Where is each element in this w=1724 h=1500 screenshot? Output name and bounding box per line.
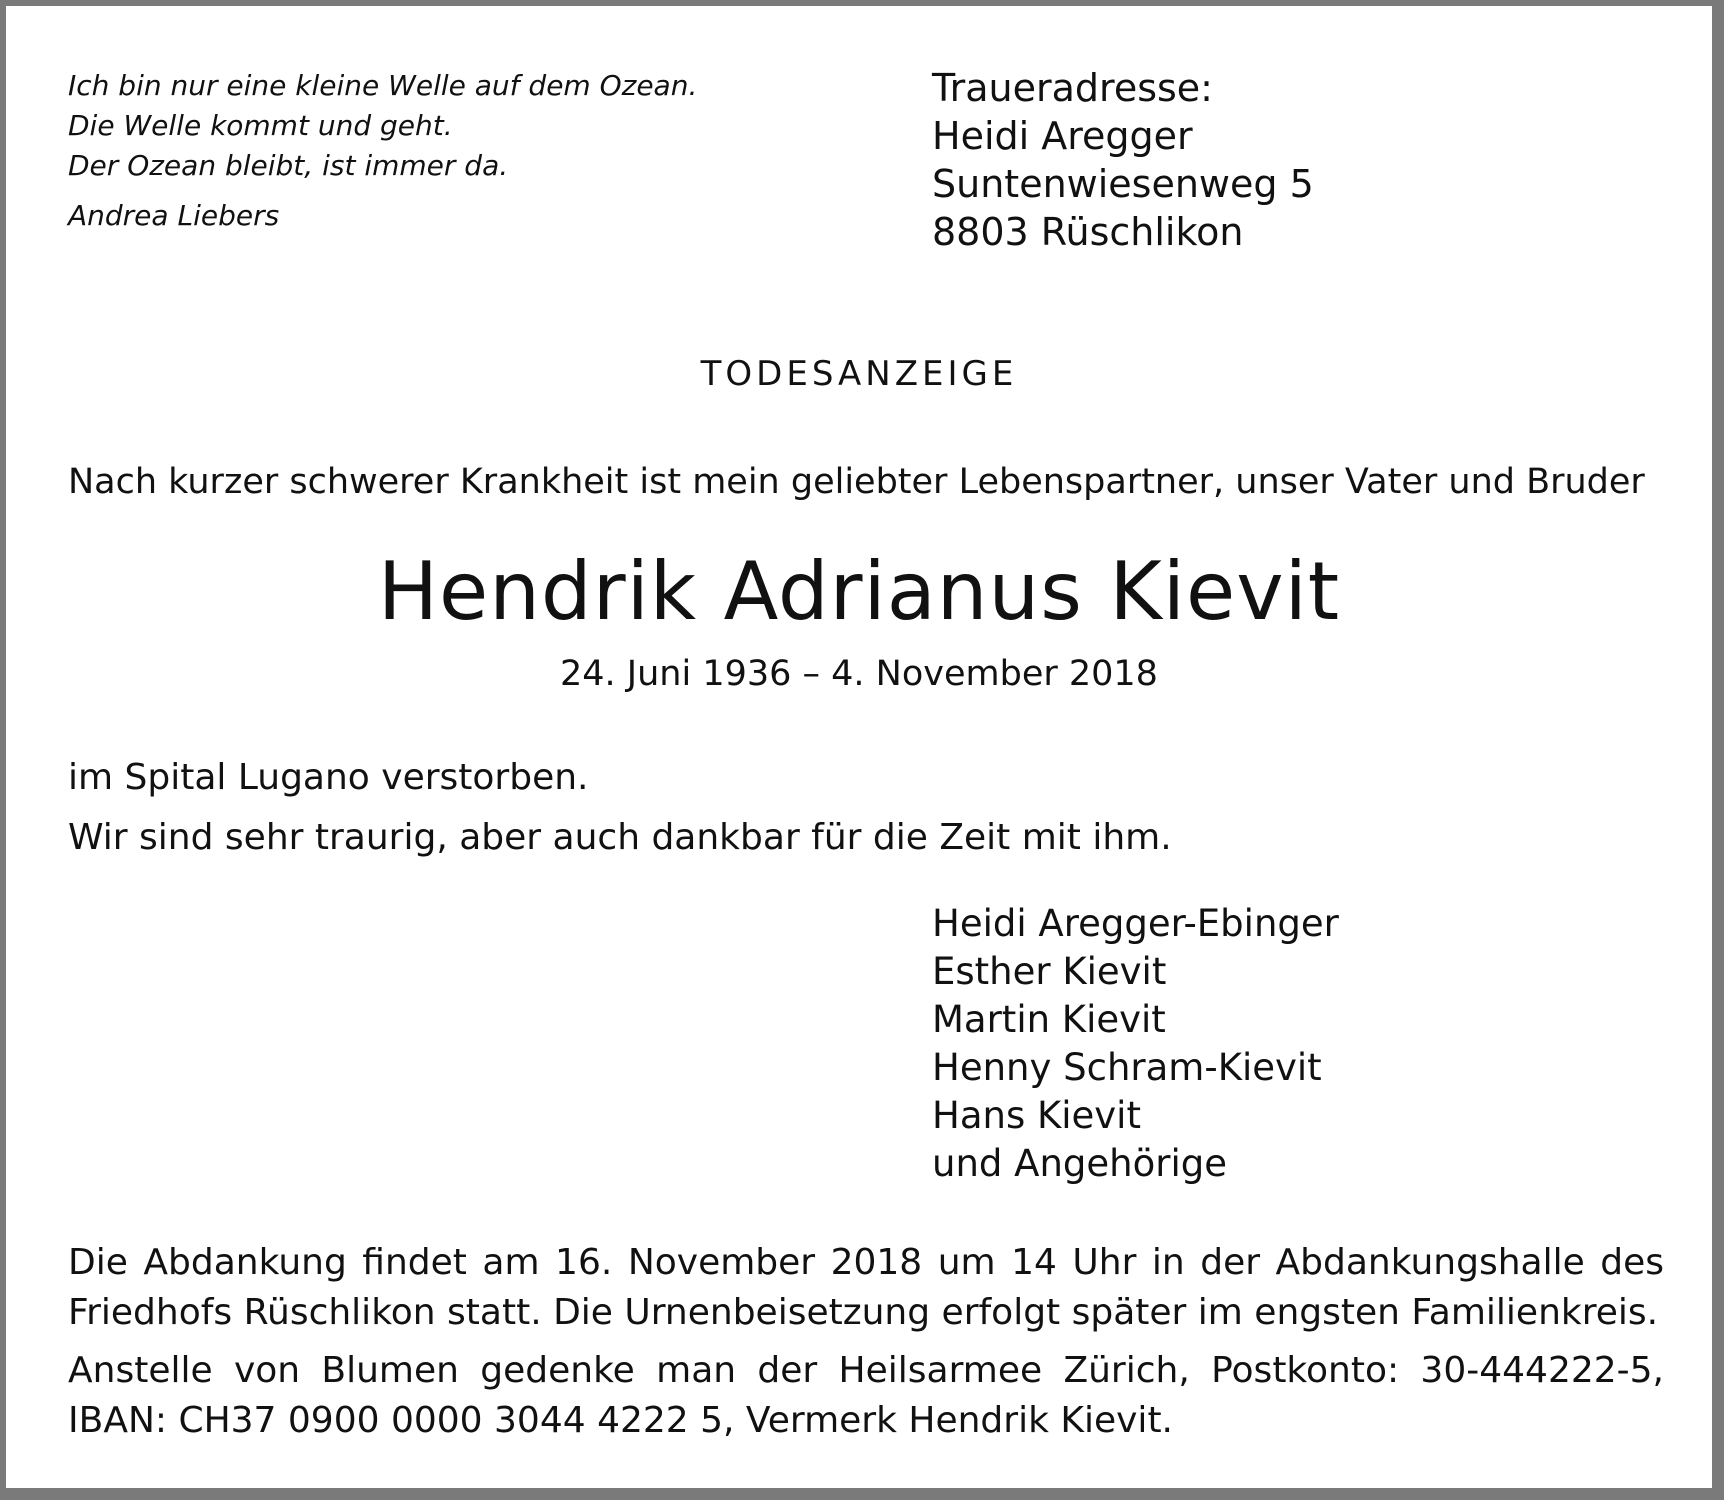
motto-line: Der Ozean bleibt, ist immer da. [68, 149, 509, 182]
deceased-name: Hendrik Adrianus Kievit [377, 545, 1341, 638]
mourner-name: Esther Kievit [932, 950, 1167, 993]
mourner-name: Heidi Aregger-Ebinger [932, 902, 1339, 945]
mourner-name: Martin Kievit [932, 998, 1166, 1041]
motto-line: Die Welle kommt und geht. [68, 109, 453, 142]
mourner-name: Hans Kievit [932, 1094, 1141, 1137]
death-place-line: im Spital Lugano verstorben. [68, 757, 589, 798]
address-name: Heidi Aregger [932, 114, 1193, 158]
motto-author: Andrea Liebers [68, 199, 280, 232]
mourner-name: und Angehörige [932, 1142, 1227, 1185]
ceremony-paragraph: Die Abdankung findet am 16. November 2018 um 14 Uhr in der Abdankungshalle des Friedhofs Rüschlikon statt. Die Urnenbeisetzung erfolgt später im engsten Familienkreis. [68, 1242, 1664, 1333]
ceremony-info [68, 1238, 1664, 1454]
donation-paragraph: Anstelle von Blumen gedenke man der Heilsarmee Zürich, Postkonto: 30-444222-5, IBAN: CH37 0900 0000 3044 4222 5, Vermerk Hendrik Kievit. [68, 1350, 1664, 1441]
mourning-address [932, 64, 1314, 256]
motto-quote [68, 66, 848, 236]
gratitude-line: Wir sind sehr traurig, aber auch dankbar für die Zeit mit ihm. [68, 817, 1172, 858]
mourners-list [932, 900, 1339, 1188]
address-street: Suntenwiesenweg 5 [932, 162, 1314, 206]
motto-line: Ich bin nur eine kleine Welle auf dem Ozean. [68, 69, 698, 102]
life-dates: 24. Juni 1936 – 4. November 2018 [560, 654, 1158, 694]
address-label: Traueradresse: [932, 66, 1213, 110]
intro-text: Nach kurzer schwerer Krankheit ist mein geliebter Lebenspartner, unser Vater und Bruder [68, 462, 1645, 502]
address-city: 8803 Rüschlikon [932, 210, 1244, 254]
page-title: TODESANZEIGE [700, 354, 1018, 394]
death-notice-text [68, 748, 1172, 868]
mourner-name: Henny Schram-Kievit [932, 1046, 1322, 1089]
